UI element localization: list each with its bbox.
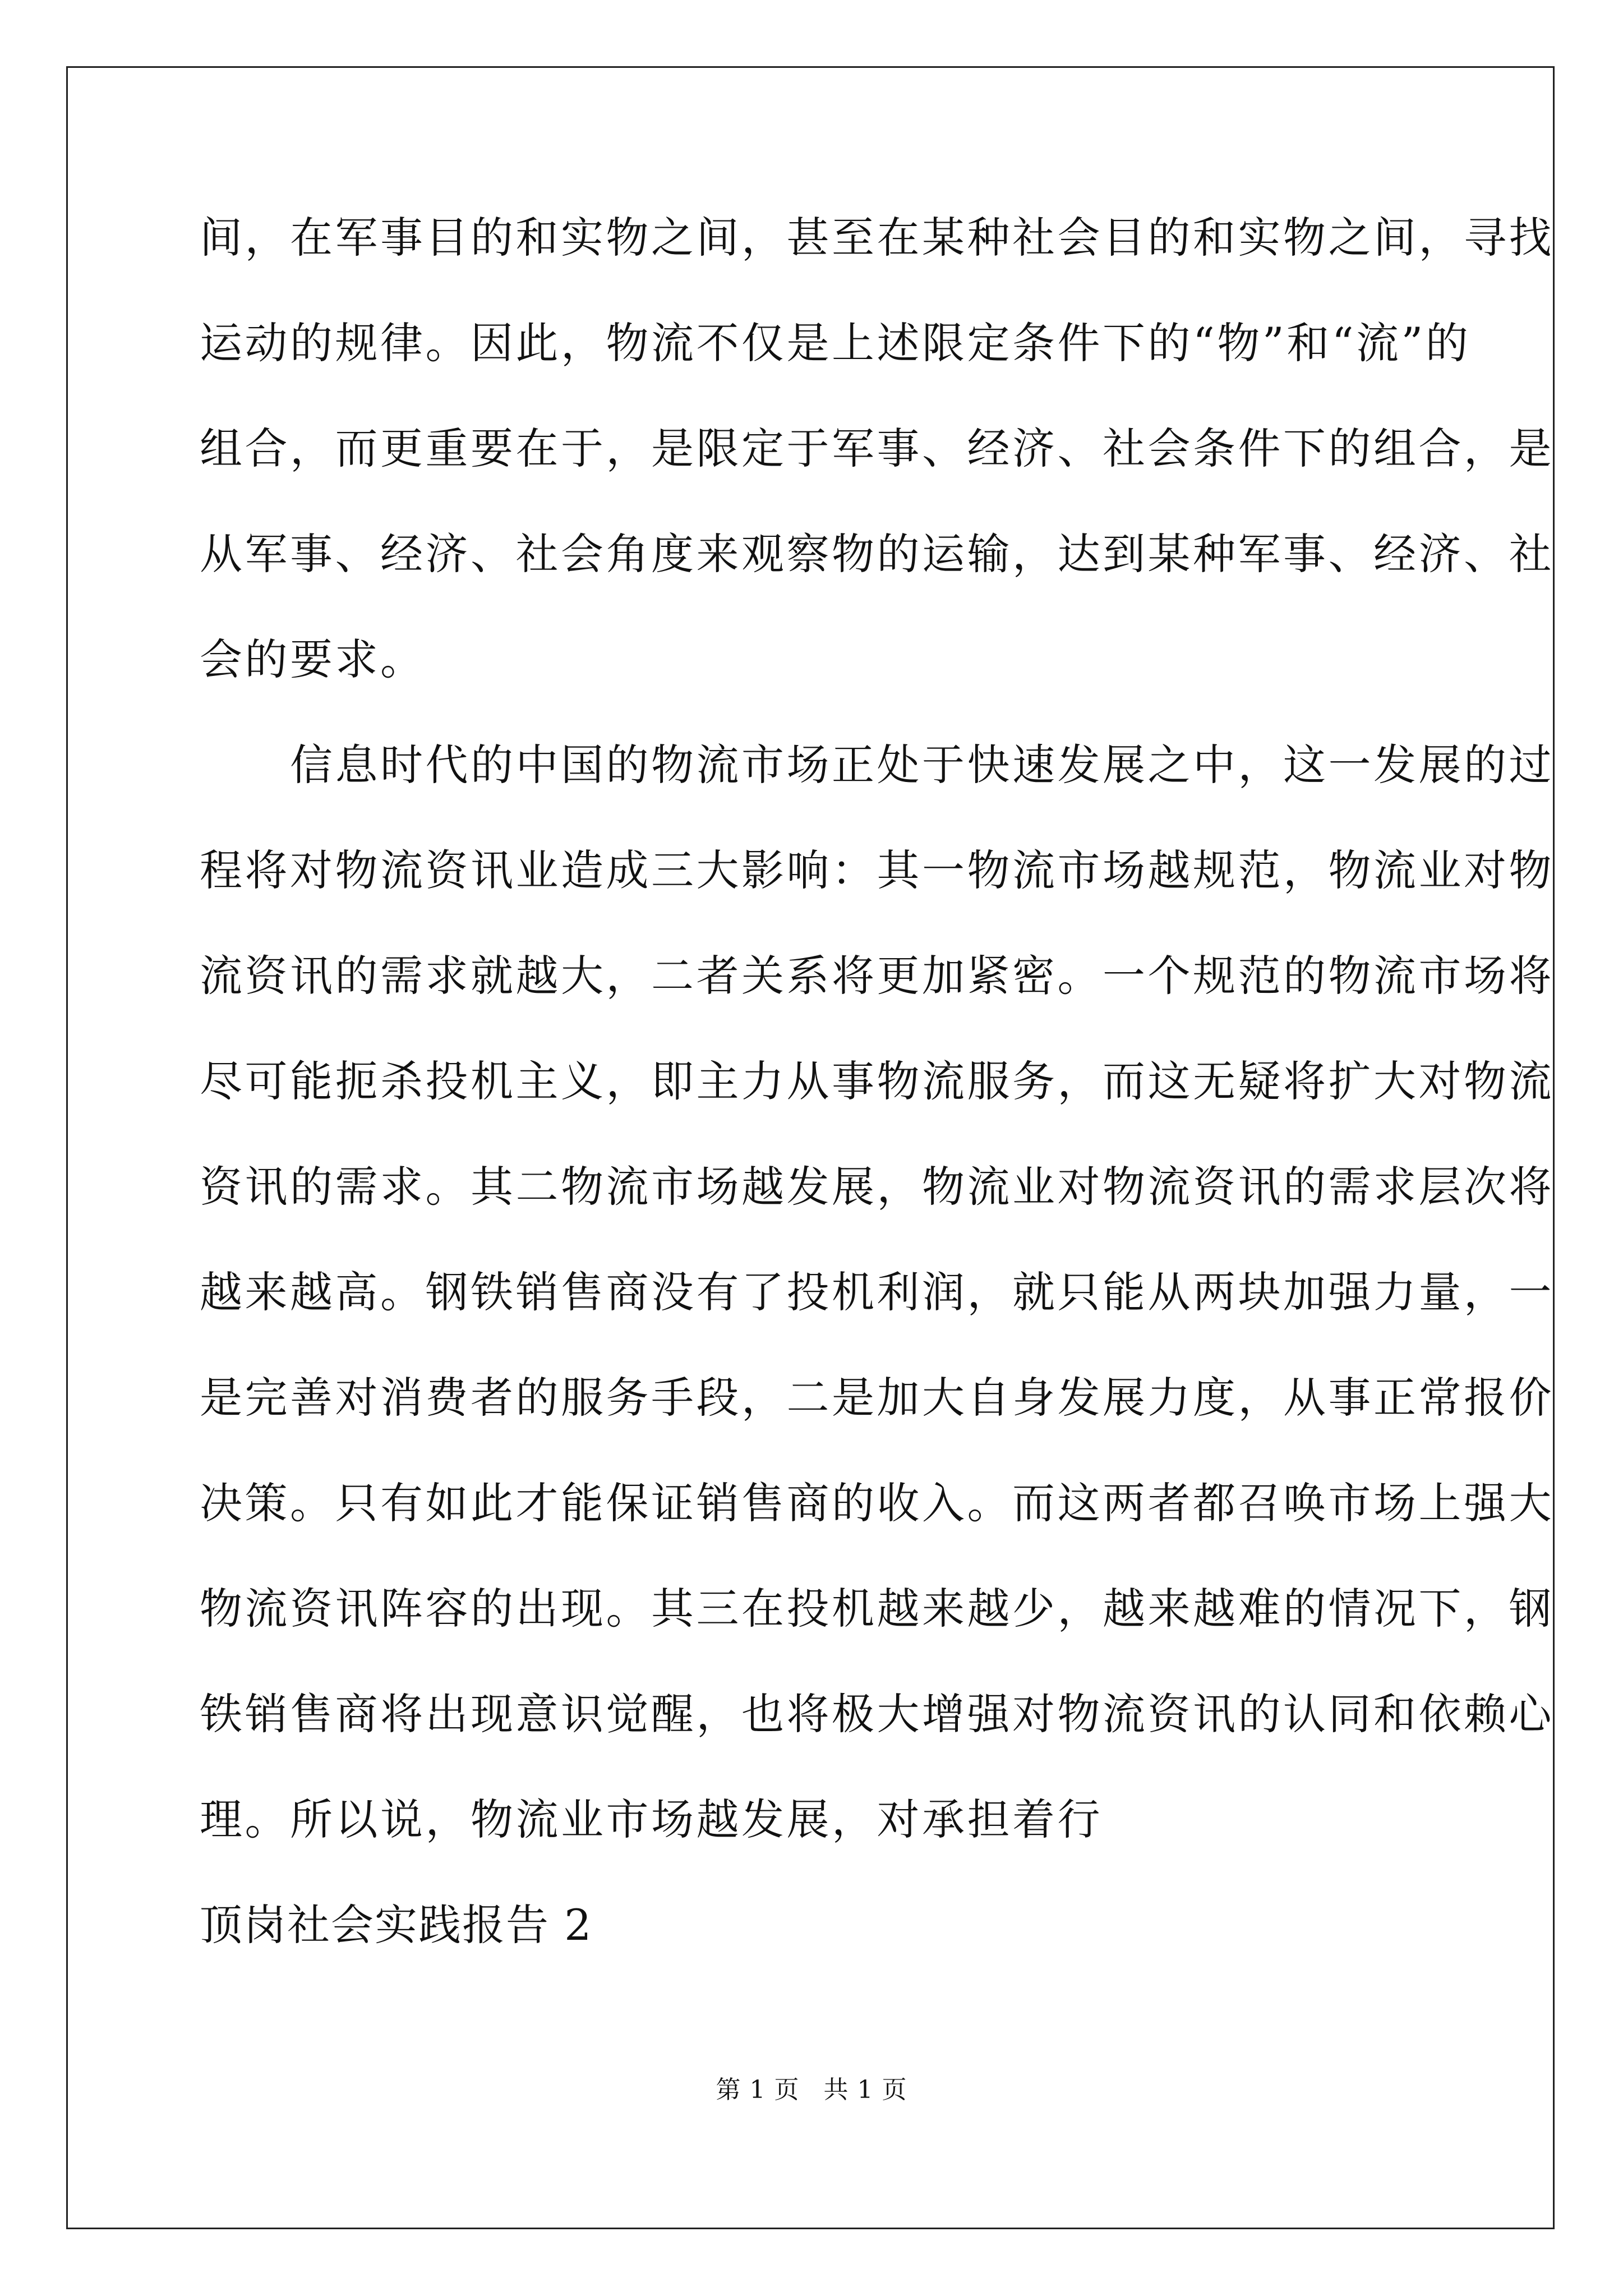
text-line: 决策。只有如此才能保证销售商的收入。而这两者都召唤市场上强大 [200,1478,1554,1528]
text-line: 从军事、经济、社会角度来观察物的运输，达到某种军事、经济、社 [200,529,1554,579]
document-body [200,211,1554,1952]
text-line: 尽可能扼杀投机主义，即主力从事物流服务，而这无疑将扩大对物流 [200,1056,1554,1106]
page-footer [0,2074,1623,2106]
text-line: 越来越高。钢铁销售商没有了投机利润，就只能从两块加强力量，一 [200,1267,1554,1317]
text-line: 运动的规律。因此，物流不仅是上述限定条件下的“物”和“流”的 [200,318,1471,368]
paragraph-1 [200,211,1554,687]
text-line: 组合，而更重要在于，是限定于军事、经济、社会条件下的组合，是 [200,424,1554,473]
text-line: 理。所以说，物流业市场越发展，对承担着行 [200,1795,1103,1844]
page-number: 第 1 页 [716,2076,800,2104]
text-line: 是完善对消费者的服务手段，二是加大自身发展力度，从事正常报价 [200,1373,1554,1423]
text-line: 流资讯的需求就越大，二者关系将更加紧密。一个规范的物流市场将 [200,951,1554,1001]
text-line: 程将对物流资讯业造成三大影响：其一物流市场越规范，物流业对物 [200,845,1554,895]
text-line: 物流资讯阵容的出现。其三在投机越来越少，越来越难的情况下，钢 [200,1584,1554,1634]
page-total: 共 1 页 [823,2076,907,2104]
text-line: 铁销售商将出现意识觉醒，也将极大增强对物流资讯的认同和依赖心 [200,1689,1554,1739]
text-line: 间，在军事目的和实物之间，甚至在某种社会目的和实物之间，寻找 [200,213,1554,263]
section-heading: 顶岗社会实践报告 2 [200,1900,593,1950]
text-line: 信息时代的中国的物流市场正处于快速发展之中，这一发展的过 [200,740,1554,790]
text-line: 会的要求。 [200,634,426,684]
text-line: 资讯的需求。其二物流市场越发展，物流业对物流资讯的需求层次将 [200,1162,1554,1212]
paragraph-2 [200,738,1554,1847]
